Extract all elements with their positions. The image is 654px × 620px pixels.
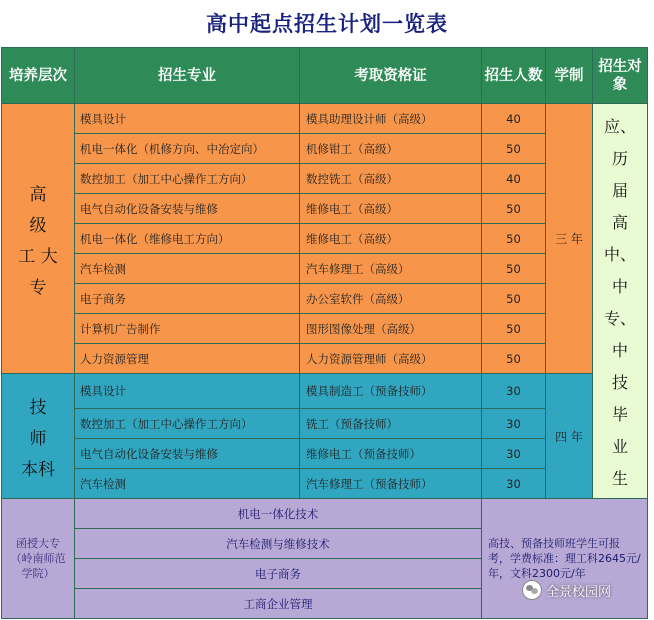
major-cell: 汽车检测 <box>75 254 300 284</box>
cert-cell: 图形图像处理（高级） <box>300 314 482 344</box>
header-row <box>2 48 648 104</box>
count-cell: 30 <box>482 374 546 409</box>
header-target: 招生对象 <box>593 48 648 104</box>
cert-cell: 汽车修理工（高级） <box>300 254 482 284</box>
watermark <box>522 580 611 600</box>
major-cell: 汽车检测 <box>75 469 300 499</box>
correspondence-major: 机电一体化技术 <box>75 499 482 529</box>
header-count: 招生人数 <box>482 48 546 104</box>
table-row <box>2 499 648 529</box>
level-char: 专 <box>29 277 47 298</box>
count-cell: 30 <box>482 439 546 469</box>
header-level: 培养层次 <box>2 48 75 104</box>
level-char: 师 <box>29 428 47 449</box>
target-column <box>593 104 648 499</box>
level-char: 技 <box>29 397 47 418</box>
correspondence-major: 电子商务 <box>75 559 482 589</box>
target-char: 中 <box>611 277 628 296</box>
target-char: 毕 <box>611 405 628 424</box>
major-cell: 机电一体化（机修方向、中冶定向） <box>75 134 300 164</box>
major-cell: 电气自动化设备安装与维修 <box>75 439 300 469</box>
major-cell: 数控加工（加工中心操作工方向） <box>75 409 300 439</box>
level-technician-bachelor <box>2 374 75 499</box>
target-char: 应、 <box>603 117 636 136</box>
count-cell: 50 <box>482 224 546 254</box>
level-senior-technician <box>2 104 75 374</box>
level-char: 级 <box>29 215 47 236</box>
count-cell: 30 <box>482 469 546 499</box>
cert-cell: 模具制造工（预备技师） <box>300 374 482 409</box>
major-cell: 模具设计 <box>75 104 300 134</box>
cert-cell: 机修钳工（高级） <box>300 134 482 164</box>
target-char: 中 <box>611 341 628 360</box>
count-cell: 40 <box>482 104 546 134</box>
target-char: 业 <box>611 437 628 456</box>
watermark-text: 全景校园网 <box>546 584 612 600</box>
table-row <box>2 104 648 134</box>
correspondence-label: 函授大专（岭南师范学院） <box>2 499 75 619</box>
wechat-icon <box>522 580 542 600</box>
count-cell: 40 <box>482 164 546 194</box>
duration-senior: 三 年 <box>546 104 593 374</box>
count-cell: 30 <box>482 409 546 439</box>
header-major: 招生专业 <box>75 48 300 104</box>
major-cell: 人力资源管理 <box>75 344 300 374</box>
cert-cell: 数控铣工（高级） <box>300 164 482 194</box>
count-cell: 50 <box>482 254 546 284</box>
cert-cell: 维修电工（高级） <box>300 224 482 254</box>
target-char: 中、 <box>603 245 636 264</box>
count-cell: 50 <box>482 194 546 224</box>
level-char: 高 <box>29 184 47 205</box>
major-cell: 电子商务 <box>75 284 300 314</box>
major-cell: 模具设计 <box>75 374 300 409</box>
header-cert: 考取资格证 <box>300 48 482 104</box>
target-char: 技 <box>611 373 628 392</box>
count-cell: 50 <box>482 284 546 314</box>
enrollment-table <box>1 47 648 619</box>
table-row <box>2 374 648 409</box>
level-char: 本科 <box>21 459 55 480</box>
major-cell: 数控加工（加工中心操作工方向） <box>75 164 300 194</box>
cert-cell: 汽车修理工（预备技师） <box>300 469 482 499</box>
cert-cell: 办公室软件（高级） <box>300 284 482 314</box>
target-char: 高 <box>611 213 628 232</box>
fee-note: 高技、预备技师班学生可报考，学费标准：理工科2645元/年，文科2300元/年 <box>482 499 648 619</box>
correspondence-major: 汽车检测与维修技术 <box>75 529 482 559</box>
target-char: 生 <box>611 469 628 488</box>
target-char: 届 <box>611 181 628 200</box>
major-cell: 计算机广告制作 <box>75 314 300 344</box>
page-title: 高中起点招生计划一览表 <box>206 11 448 36</box>
header-duration: 学制 <box>546 48 593 104</box>
major-cell: 电气自动化设备安装与维修 <box>75 194 300 224</box>
count-cell: 50 <box>482 314 546 344</box>
target-char: 历 <box>611 149 628 168</box>
count-cell: 50 <box>482 134 546 164</box>
cert-cell: 铣工（预备技师） <box>300 409 482 439</box>
count-cell: 50 <box>482 344 546 374</box>
correspondence-major: 工商企业管理 <box>75 589 482 619</box>
cert-cell: 人力资源管理师（高级） <box>300 344 482 374</box>
cert-cell: 模具助理设计师（高级） <box>300 104 482 134</box>
major-cell: 机电一体化（维修电工方向） <box>75 224 300 254</box>
level-char: 工 大 <box>18 246 58 267</box>
target-char: 专、 <box>603 309 636 328</box>
cert-cell: 维修电工（高级） <box>300 194 482 224</box>
cert-cell: 维修电工（预备技师） <box>300 439 482 469</box>
duration-technician: 四 年 <box>546 374 593 499</box>
